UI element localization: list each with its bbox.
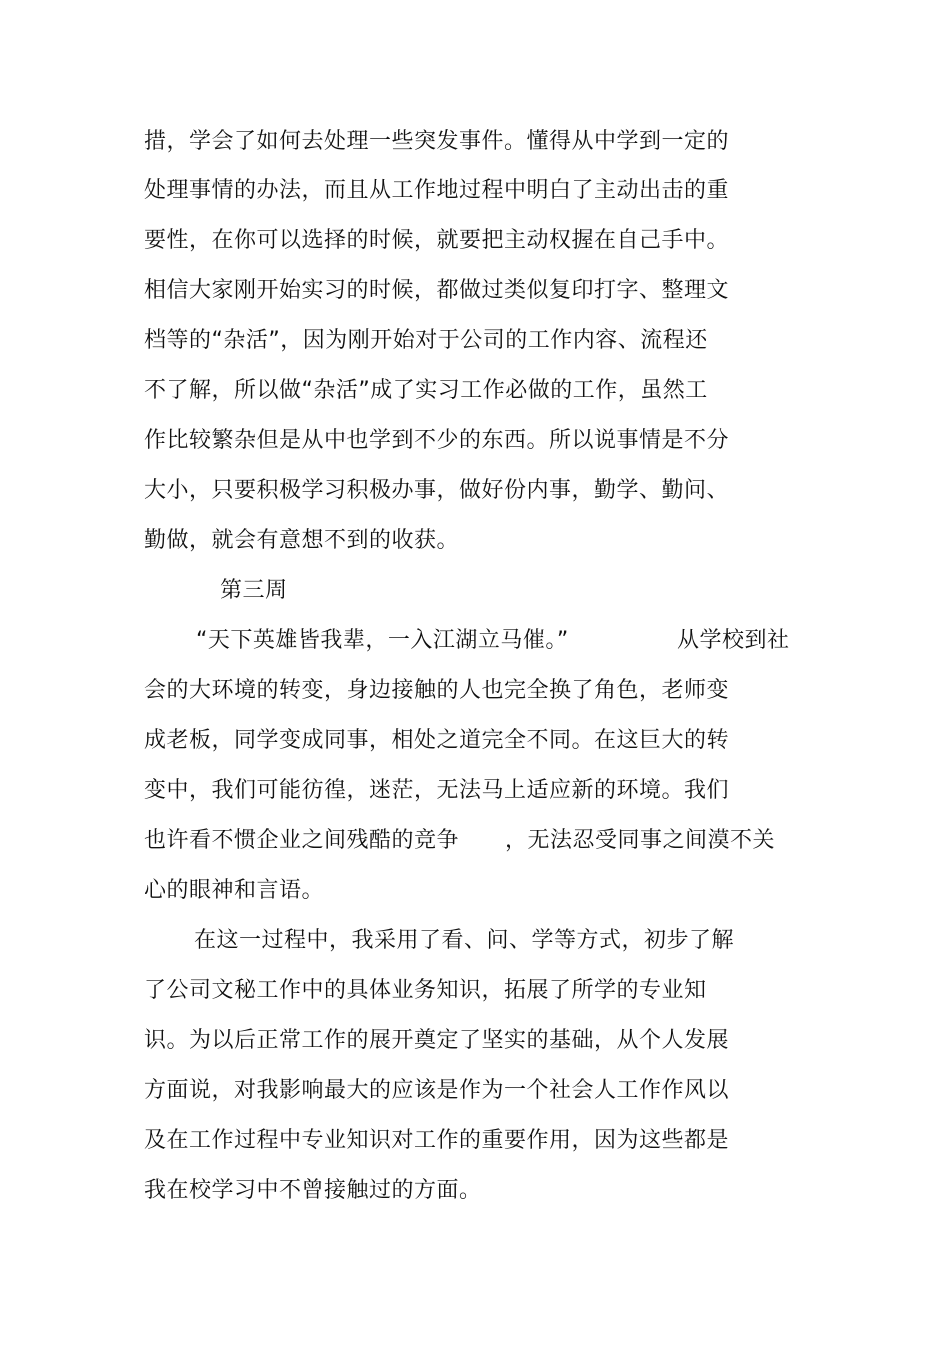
paragraph-line: 相信大家刚开始实习的时候，都做过类似复印打字、整理文 [144,278,730,303]
paragraph-line: 也许看不惯企业之间残酷的竞争 [144,828,460,853]
paragraph-line: 方面说，对我影响最大的应该是作为一个社会人工作作风以 [144,1078,730,1103]
week-heading: 第三周 [220,578,288,603]
paragraph-line: 要性，在你可以选择的时候，就要把主动权握在自己手中。 [144,228,730,253]
paragraph-line: 了公司文秘工作中的具体业务知识，拓展了所学的专业知 [144,978,707,1003]
paragraph-line-continuation: ，无法忍受同事之间漠不关 [505,828,776,853]
paragraph-line: 在这一过程中，我采用了看、问、学等方式，初步了解 [194,928,735,953]
paragraph-line: 会的大环境的转变，身边接触的人也完全换了角色，老师变 [144,678,730,703]
paragraph-line: 作比较繁杂但是从中也学到不少的东西。所以说事情是不分 [144,428,730,453]
paragraph-line: 成老板，同学变成同事，相处之道完全不同。在这巨大的转 [144,728,730,753]
paragraph-line: 处理事情的办法，而且从工作地过程中明白了主动出击的重 [144,178,730,203]
paragraph-line: 识。为以后正常工作的展开奠定了坚实的基础，从个人发展 [144,1028,730,1053]
paragraph-line: 变中，我们可能彷徨，迷茫，无法马上适应新的环境。我们 [144,778,730,803]
quote-text: “天下英雄皆我辈，一入江湖立马催。” [196,628,569,653]
paragraph-line: 不了解，所以做“杂活”成了实习工作必做的工作，虽然工 [144,378,708,403]
paragraph-line: 勤做，就会有意想不到的收获。 [144,528,460,553]
paragraph-line: 措，学会了如何去处理一些突发事件。懂得从中学到一定的 [144,129,730,154]
paragraph-line: 及在工作过程中专业知识对工作的重要作用，因为这些都是 [144,1128,730,1153]
paragraph-line: 档等的“杂活”，因为刚开始对于公司的工作内容、流程还 [144,328,708,353]
paragraph-line: 心的眼神和言语。 [144,878,325,903]
paragraph-line: 我在校学习中不曾接触过的方面。 [144,1178,482,1203]
paragraph-line: 大小，只要积极学习积极办事，做好份内事，勤学、勤问、 [144,478,730,503]
paragraph-line-continuation: 从学校到社 [677,628,790,653]
